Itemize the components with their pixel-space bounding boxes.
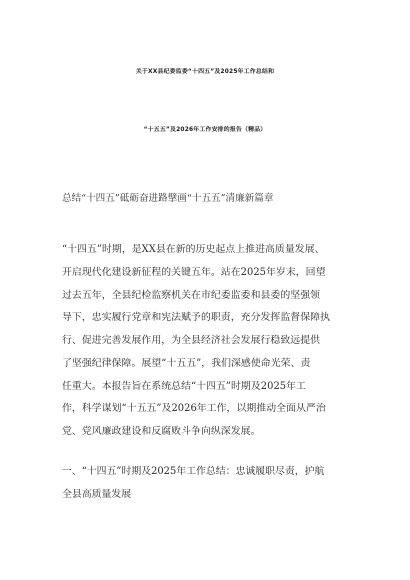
intro-paragraph-line: 导下，忠实履行党章和宪法赋予的职责，充分发挥监督保障执 [62, 312, 330, 323]
intro-paragraph-line: 任重大。本报告旨在系统总结“十四五”时期及2025年工 [62, 381, 306, 392]
intro-paragraph-line: “十四五”时期，是XX县在新的历史起点上推进高质量发展、 [62, 244, 325, 255]
intro-paragraph-line: 过去五年，全县纪检监察机关在市纪委监委和县委的坚强领 [62, 290, 321, 301]
intro-paragraph-line: 党、党风廉政建设和反腐败斗争向纵深发展。 [62, 426, 261, 437]
document-title-line-2: “十五五”及2026年工作安排的报告（精品） [143, 127, 267, 133]
intro-paragraph-line: 行、促进完善发展作用，为全县经济社会发展行稳致远提供 [62, 335, 321, 346]
section-heading-line-2: 全县高质量发展 [62, 489, 132, 500]
section-heading-line-1: 一、“十四五”时期及2025年工作总结：忠诚履职尽责，护航 [62, 466, 325, 477]
intro-paragraph-line: 了坚强纪律保障。展望“十五五”，我们深感使命光荣、责 [62, 358, 311, 369]
document-subtitle: 总结“十四五”砥砺奋进路擘画“十五五”清廉新篇章 [62, 193, 274, 204]
intro-paragraph-line: 作，科学谋划“十五五”及2026年工作，以期推动全面从严治 [62, 403, 326, 414]
intro-paragraph-line: 开启现代化建设新征程的关键五年。站在2025年岁末，回望 [62, 267, 326, 278]
document-title-line-1: 关于XX县纪委监委“十四五”及2025年工作总结和 [135, 69, 275, 75]
